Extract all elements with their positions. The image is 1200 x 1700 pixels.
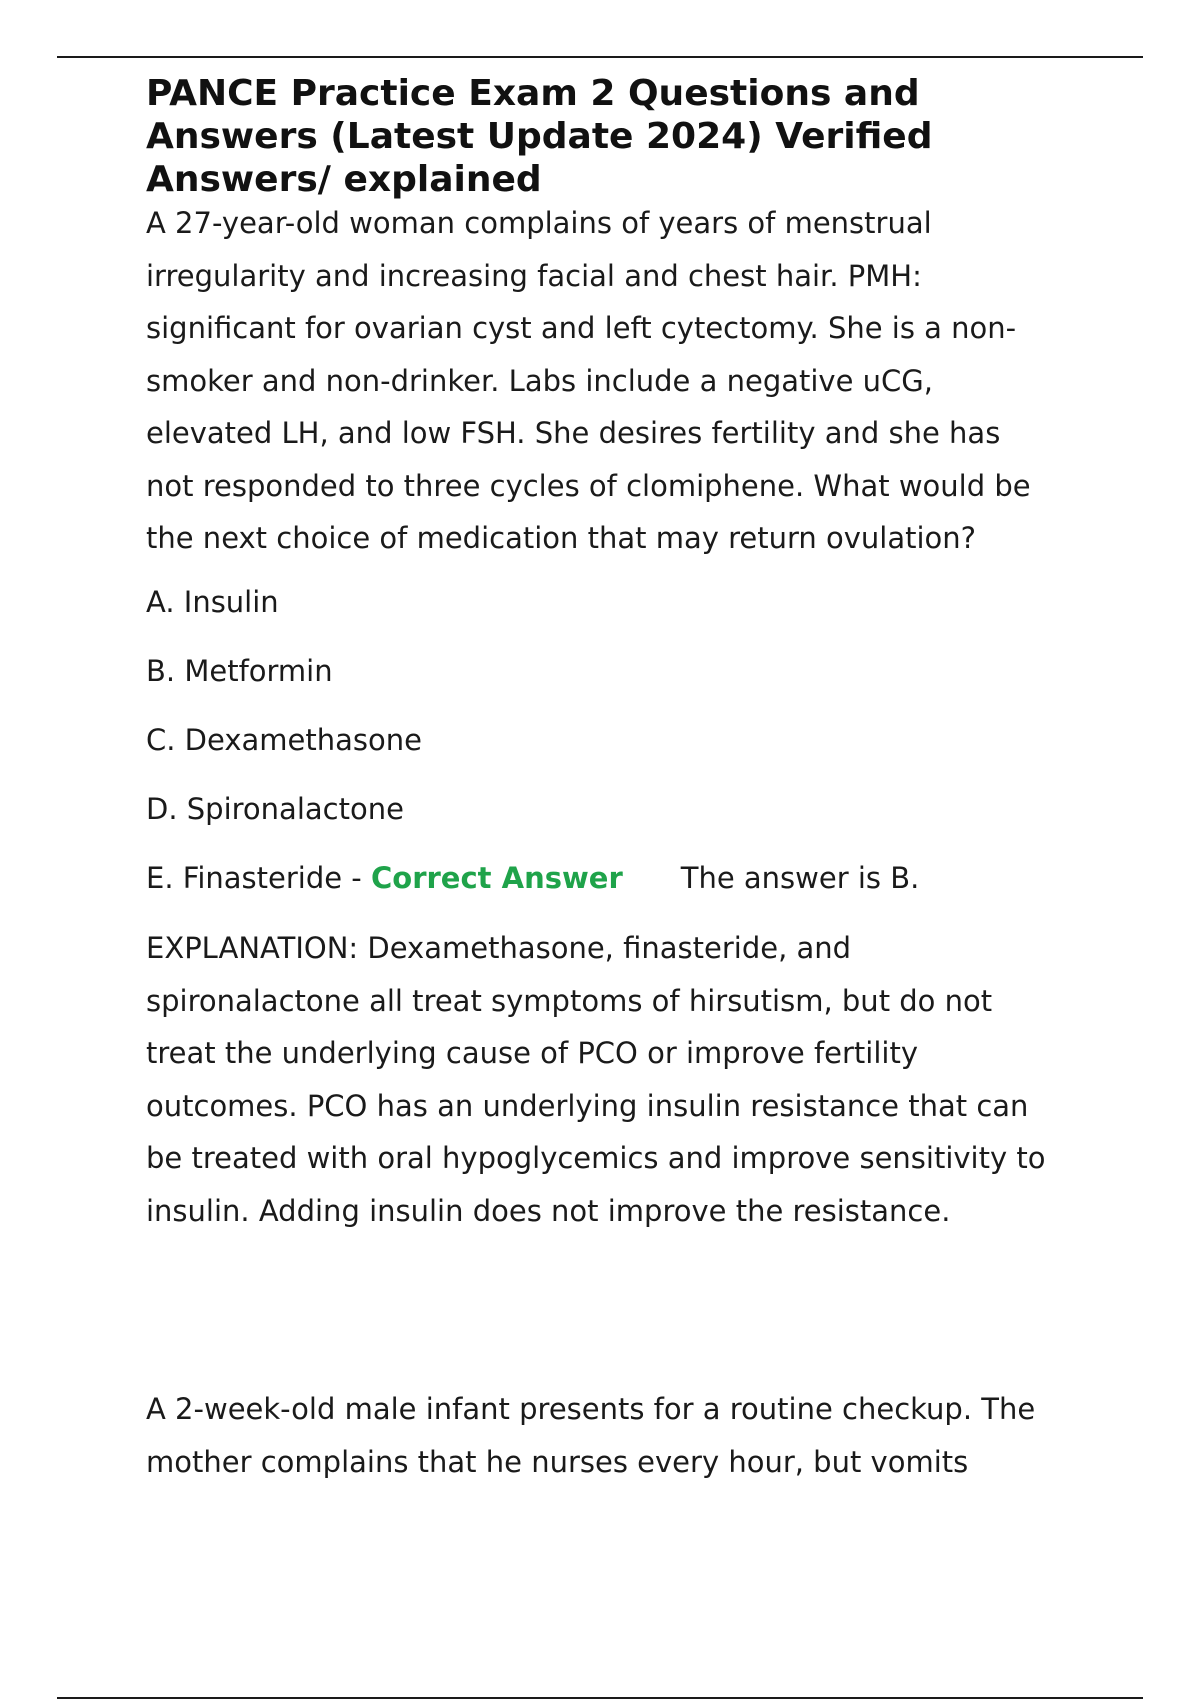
document-title — [146, 72, 1106, 201]
question-2-stem — [146, 1383, 1106, 1488]
correct-answer-label: Correct Answer — [371, 861, 623, 895]
page-content — [146, 72, 1106, 1479]
option-a: A. Insulin — [146, 585, 279, 619]
option-e-row — [146, 858, 919, 898]
q1-line: significant for ovarian cyst and left cytectomy. She is a non- — [146, 311, 1017, 345]
question-1-stem — [146, 197, 1106, 565]
explanation-line: spironalactone all treat symptoms of hirsutism, but do not — [146, 983, 993, 1018]
q1-line: elevated LH, and low FSH. She desires fertility and she has — [146, 416, 1001, 450]
q1-line: irregularity and increasing facial and chest hair. PMH: — [146, 258, 922, 293]
answer-statement: The answer is B. — [680, 861, 920, 895]
q1-line: A 27-year-old woman complains of years of menstrual — [146, 206, 932, 240]
title-line-3: Answers/ explained — [146, 159, 542, 200]
explanation-line: insulin. Adding insulin does not improve the resistance. — [146, 1193, 951, 1228]
explanation-line: treat the underlying cause of PCO or improve fertility — [146, 1036, 918, 1070]
option-c: C. Dexamethasone — [146, 723, 422, 757]
q2-line: mother complains that he nurses every hour, but vomits — [146, 1444, 969, 1479]
option-e: E. Finasteride - — [146, 861, 371, 895]
bottom-rule — [57, 1697, 1143, 1699]
option-d: D. Spironalactone — [146, 792, 404, 826]
option-b: B. Metformin — [146, 654, 333, 688]
explanation-line: be treated with oral hypoglycemics and improve sensitivity to — [146, 1141, 1046, 1175]
q1-line: smoker and non-drinker. Labs include a negative uCG, — [146, 363, 933, 398]
explanation-line: outcomes. PCO has an underlying insulin resistance that can — [146, 1088, 1029, 1123]
explanation — [146, 922, 1106, 1237]
q1-line: not responded to three cycles of clomiphene. What would be — [146, 468, 1031, 503]
title-line-2: Answers (Latest Update 2024) Verified — [146, 116, 933, 157]
title-line-1: PANCE Practice Exam 2 Questions and — [146, 73, 920, 114]
top-rule — [57, 56, 1143, 58]
q1-line: the next choice of medication that may return ovulation? — [146, 521, 977, 555]
explanation-line: EXPLANATION: Dexamethasone, finasteride, and — [146, 931, 852, 965]
q2-line: A 2-week-old male infant presents for a routine checkup. The — [146, 1392, 1036, 1426]
